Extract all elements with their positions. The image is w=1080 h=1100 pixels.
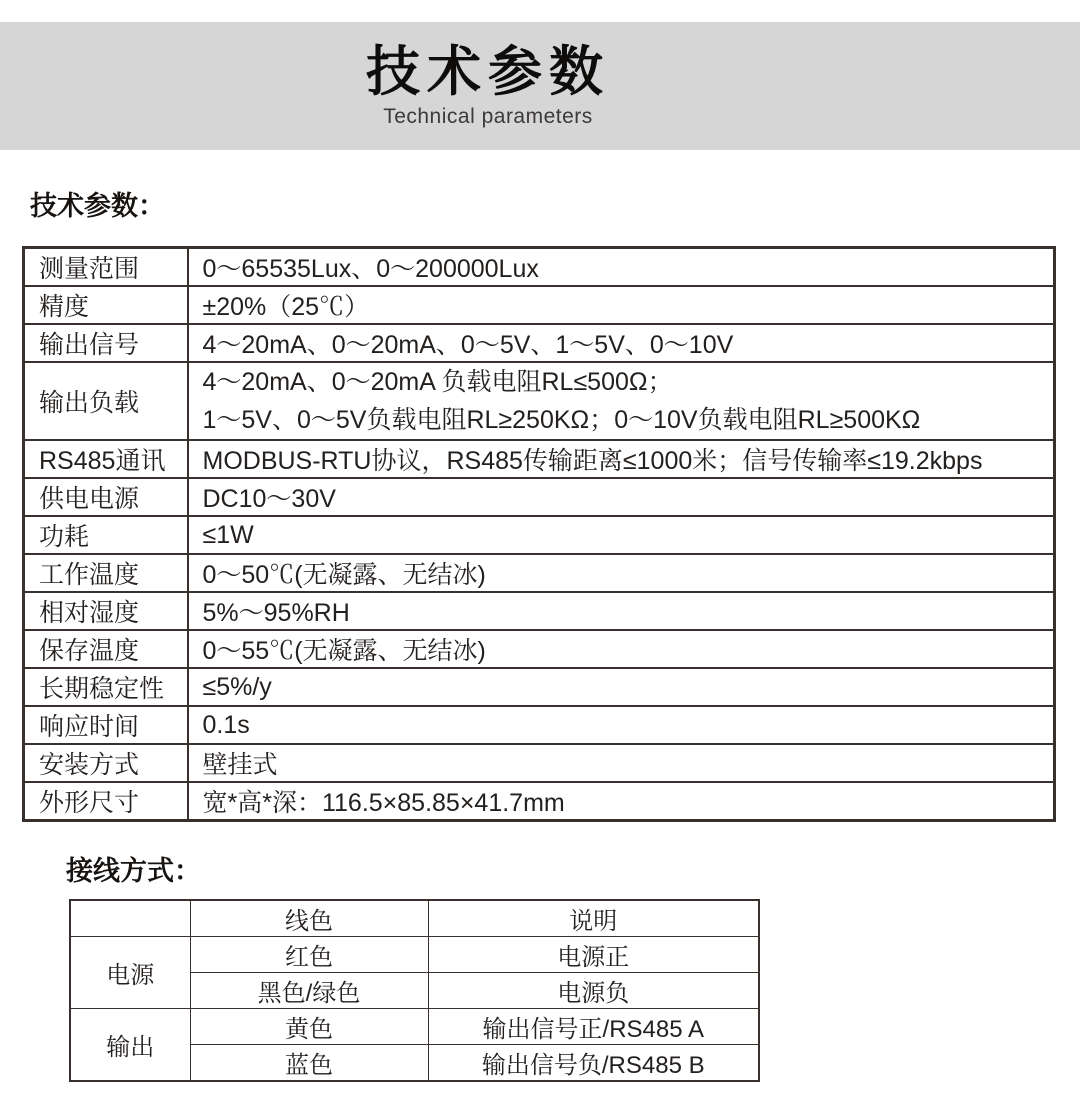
- page-subtitle: Technical parameters: [383, 105, 593, 129]
- wire-desc: 电源负: [428, 973, 759, 1009]
- wiring-group-output: 输出: [70, 1009, 190, 1082]
- param-value: 0～65535Lux、0～200000Lux: [188, 248, 1055, 287]
- table-row: [24, 668, 1055, 706]
- wiring-heading: 接线方式：: [66, 856, 201, 886]
- wire-desc: 电源正: [428, 937, 759, 973]
- wire-color: 黄色: [190, 1009, 428, 1045]
- wire-color: 红色: [190, 937, 428, 973]
- table-row: [24, 286, 1055, 324]
- table-row: [24, 706, 1055, 744]
- wiring-row: [70, 937, 759, 973]
- param-value: 壁挂式: [188, 744, 1055, 782]
- page-title: 技术参数: [366, 41, 610, 102]
- param-label: 供电电源: [24, 478, 188, 516]
- table-row: [24, 592, 1055, 630]
- table-row: [24, 362, 1055, 440]
- wiring-corner-cell: [70, 900, 190, 937]
- param-value: DC10～30V: [188, 478, 1055, 516]
- param-label: 外形尺寸: [24, 782, 188, 821]
- param-value: ±20%（25℃）: [188, 286, 1055, 324]
- param-value: 5%～95%RH: [188, 592, 1055, 630]
- wiring-table: [69, 899, 760, 1082]
- wire-desc: 输出信号负/RS485 B: [428, 1045, 759, 1082]
- param-value: ≤1W: [188, 516, 1055, 554]
- param-label: 长期稳定性: [24, 668, 188, 706]
- table-row: [24, 478, 1055, 516]
- wiring-header-desc: 说明: [428, 900, 759, 937]
- table-row: [24, 782, 1055, 821]
- param-label: RS485通讯: [24, 440, 188, 478]
- wire-color: 黑色/绿色: [190, 973, 428, 1009]
- table-row: [24, 744, 1055, 782]
- param-label: 测量范围: [24, 248, 188, 287]
- tech-params-heading: 技术参数：: [30, 191, 165, 221]
- table-row: [24, 440, 1055, 478]
- param-value: MODBUS-RTU协议，RS485传输距离≤1000米；信号传输率≤19.2kbps: [188, 440, 1055, 478]
- wiring-group-power: 电源: [70, 937, 190, 1009]
- param-label: 输出负载: [24, 362, 188, 440]
- param-label: 精度: [24, 286, 188, 324]
- title-band: [0, 22, 1080, 150]
- param-label: 保存温度: [24, 630, 188, 668]
- param-value: 0～50℃(无凝露、无结冰): [188, 554, 1055, 592]
- param-value: 4～20mA、0～20mA、0～5V、1～5V、0～10V: [188, 324, 1055, 362]
- param-label: 相对湿度: [24, 592, 188, 630]
- table-row: [24, 516, 1055, 554]
- wiring-row: [70, 1009, 759, 1045]
- table-row: [24, 630, 1055, 668]
- param-value: 宽*高*深：116.5×85.85×41.7mm: [188, 782, 1055, 821]
- wiring-header-row: [70, 900, 759, 937]
- param-value: 0～55℃(无凝露、无结冰): [188, 630, 1055, 668]
- param-value: ≤5%/y: [188, 668, 1055, 706]
- table-row: [24, 554, 1055, 592]
- param-value: 0.1s: [188, 706, 1055, 744]
- title-block: [366, 43, 610, 129]
- param-value-line2: 1～5V、0～5V负载电阻RL≥250KΩ；0～10V负载电阻RL≥500KΩ: [202, 406, 921, 434]
- param-value: [188, 362, 1055, 440]
- param-label: 安装方式: [24, 744, 188, 782]
- wiring-header-color: 线色: [190, 900, 428, 937]
- tech-params-table: [22, 246, 1056, 822]
- param-value-line1: 4～20mA、0～20mA 负载电阻RL≤500Ω；: [202, 368, 673, 396]
- table-row: [24, 324, 1055, 362]
- param-label: 响应时间: [24, 706, 188, 744]
- param-label: 功耗: [24, 516, 188, 554]
- param-label: 工作温度: [24, 554, 188, 592]
- wire-color: 蓝色: [190, 1045, 428, 1082]
- table-row: [24, 248, 1055, 287]
- param-label: 输出信号: [24, 324, 188, 362]
- wire-desc: 输出信号正/RS485 A: [428, 1009, 759, 1045]
